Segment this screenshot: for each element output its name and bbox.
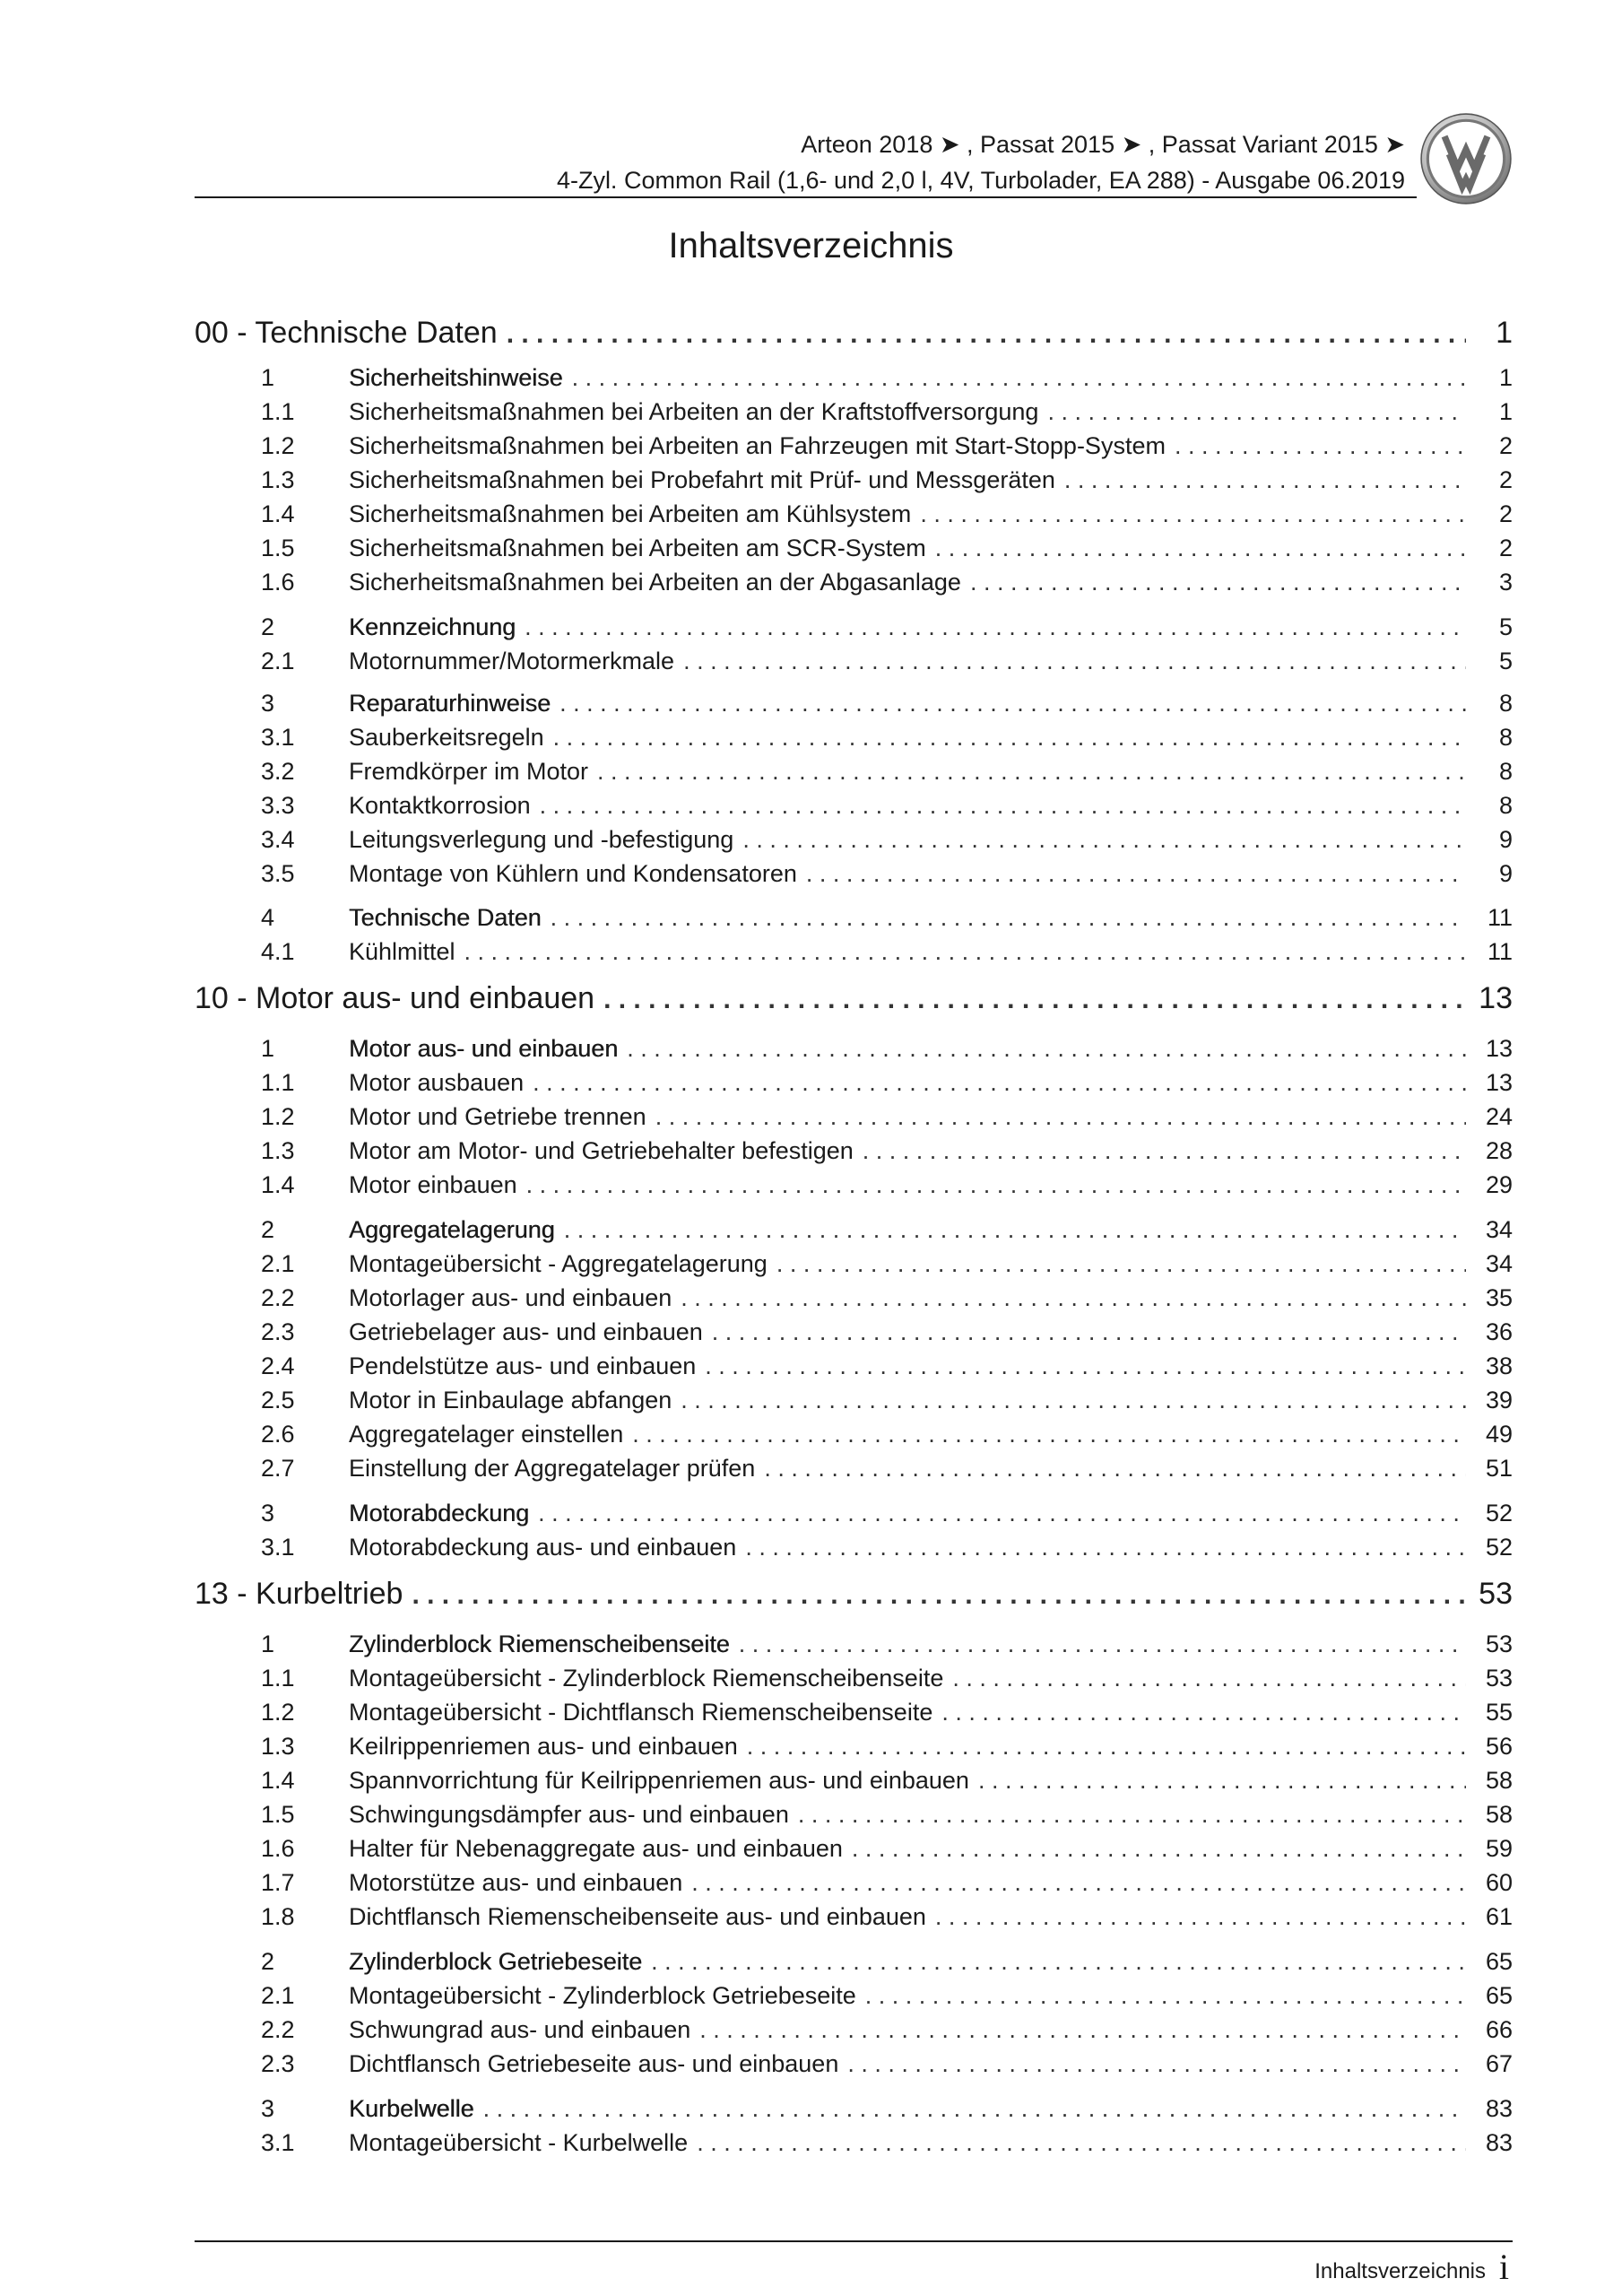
toc-entry-number: 1.2 [261,1699,295,1726]
toc-entry-line [349,860,1513,888]
toc-entry-number: 1.7 [261,1869,295,1896]
toc-page-number: 1 [1498,364,1513,391]
toc-page-number: 11 [1487,904,1513,931]
toc-dot-leader [798,1801,1466,1829]
toc-page-number: 51 [1485,1455,1513,1482]
toc-entry-line [349,432,1513,460]
toc-dot-leader [920,500,1466,528]
toc-page-number: 13 [1485,1069,1513,1096]
toc-dot-leader [540,792,1466,820]
toc-page-number: 8 [1498,690,1513,717]
vw-logo-icon [1419,112,1513,205]
toc-dot-leader [538,1500,1466,1527]
toc-entry-number: 3.4 [261,826,295,853]
toc-entry-number: 2.4 [261,1352,295,1379]
toc-entry-number: 1.2 [261,432,295,459]
toc-entry-title: Motor am Motor- und Getriebehalter befestigen [349,1137,854,1164]
toc-entry-line [349,1137,1513,1165]
toc-entry-line [349,1103,1513,1131]
toc-entry-number: 1.4 [261,500,295,527]
toc-entry-line [349,1500,1513,1527]
toc-entry-title: Halter für Nebenaggregate aus- und einbauen [349,1835,843,1862]
toc-entry-number: 3.5 [261,860,295,887]
toc-dot-leader [1064,466,1466,494]
toc-dot-leader [681,1284,1466,1312]
toc-page-number: 2 [1498,535,1513,561]
toc-entry-title: Motornummer/Motormerkmale [349,648,675,674]
toc-entry-line [349,500,1513,528]
toc-entry-title: Leitungsverlegung und -befestigung [349,826,734,853]
toc-page-number: 55 [1485,1699,1513,1726]
toc-dot-leader [742,826,1466,854]
toc-dot-leader [739,1631,1466,1658]
toc-entry-title: Dichtflansch Getriebeseite aus- und einbauen [349,2050,839,2077]
toc-entry-line [349,613,1513,641]
toc-entry-number: 1.1 [261,1069,295,1096]
toc-dot-leader [865,1982,1466,2010]
toc-page-number: 3 [1498,569,1513,596]
toc-entry-line [349,1250,1513,1278]
toc-entry-number: 1.3 [261,1733,295,1760]
toc-entry-number: 4.1 [261,938,295,965]
toc-entry-title: Motorabdeckung aus- und einbauen [349,1534,737,1561]
toc-dot-leader [691,1869,1466,1897]
toc-entry-title: Spannvorrichtung für Keilrippenriemen aus- und einbauen [349,1767,969,1794]
toc-entry-title: Montageübersicht - Zylinderblock Getriebeseite [349,1982,856,2009]
toc-page-number: 52 [1485,1534,1513,1561]
toc-dot-leader [533,1069,1466,1097]
toc-dot-leader [483,2095,1466,2123]
toc-dot-leader [852,1835,1466,1863]
toc-entry-number: 1.3 [261,1137,295,1164]
toc-page-number: 8 [1498,792,1513,819]
toc-dot-leader [412,1580,1466,1611]
toc-entry-number: 1.5 [261,535,295,561]
toc-entry-title: Motorabdeckung [349,1500,530,1526]
toc-entry-title: Aggregatelager einstellen [349,1421,624,1448]
toc-entry-title: Dichtflansch Riemenscheibenseite aus- und einbauen [349,1903,926,1930]
toc-entry-title: Aggregatelagerung [349,1216,555,1243]
toc-dot-leader [978,1767,1466,1795]
toc-dot-leader [697,2129,1466,2157]
toc-page-number: 53 [1485,1631,1513,1657]
toc-dot-leader [712,1318,1466,1346]
toc-dot-leader [776,1250,1466,1278]
toc-entry-title: Sicherheitsmaßnahmen bei Arbeiten an Fahrzeugen mit Start-Stopp-System [349,432,1166,459]
toc-page-number: 2 [1498,500,1513,527]
toc-page-number: 56 [1485,1733,1513,1760]
toc-entry-line [349,1421,1513,1448]
toc-dot-leader [806,860,1466,888]
toc-dot-leader [705,1352,1466,1380]
toc-entry-line [349,690,1513,718]
toc-page-number: 1 [1498,398,1513,425]
toc-entry-line [349,1035,1513,1063]
toc-entry-line [349,1171,1513,1199]
toc-entry-title: Kurbelwelle [349,2095,474,2122]
toc-entry-title: Schwungrad aus- und einbauen [349,2016,691,2043]
toc-entry-number: 3 [261,1500,275,1526]
footer-divider [195,2240,1513,2242]
toc-entry-number: 2.2 [261,2016,295,2043]
toc-dot-leader [681,1387,1466,1414]
toc-entry-line [349,792,1513,820]
toc-entry-title: Motor ausbauen [349,1069,525,1096]
toc-entry-line [349,1948,1513,1976]
toc-entry-title: Kontaktkorrosion [349,792,531,819]
toc-entry-line [349,724,1513,752]
toc-entry-line [349,1767,1513,1795]
toc-dot-leader [1175,432,1466,460]
toc-entry-title: 13 - Kurbeltrieb [195,1577,403,1611]
toc-entry-number: 3.3 [261,792,295,819]
toc-entry-title: Montageübersicht - Zylinderblock Riemenscheibenseite [349,1665,944,1692]
toc-page-number: 67 [1485,2050,1513,2077]
toc-dot-leader [559,690,1466,718]
toc-page-number: 83 [1485,2095,1513,2122]
toc-entry-number: 1.4 [261,1171,295,1198]
toc-entry-number: 3 [261,2095,275,2122]
toc-page-number: 58 [1485,1801,1513,1828]
header-vehicle-line: Arteon 2018 ➤ , Passat 2015 ➤ , Passat Variant 2015 ➤ [801,131,1405,158]
toc-entry-number: 1.5 [261,1801,295,1828]
toc-entry-title: 00 - Technische Daten [195,316,498,350]
toc-entry-line [349,1869,1513,1897]
toc-entry-number: 1.4 [261,1767,295,1794]
toc-entry-number: 1 [261,1631,275,1657]
toc-entry-line [349,2016,1513,2044]
toc-entry-line [349,758,1513,786]
toc-entry-title: Sauberkeitsregeln [349,724,544,751]
header-engine-line: 4-Zyl. Common Rail (1,6- und 2,0 l, 4V, Turbolader, EA 288) - Ausgabe 06.2019 [556,167,1405,194]
toc-dot-leader [464,938,1466,966]
toc-page-number: 9 [1498,860,1513,887]
toc-entry-line [349,1903,1513,1931]
toc-page-number: 9 [1498,826,1513,853]
toc-entry-line [349,1069,1513,1097]
toc-page-number: 36 [1485,1318,1513,1345]
toc-dot-leader [603,985,1466,1015]
toc-entry-number: 2 [261,613,275,640]
toc-entry-line [195,981,1513,1016]
toc-entry-title: 10 - Motor aus- und einbauen [195,981,595,1015]
toc-entry-line [195,1577,1513,1612]
toc-entry-line [349,2050,1513,2078]
toc-entry-line [349,1216,1513,1244]
toc-entry-number: 2.1 [261,1250,295,1277]
toc-entry-title: Reparaturhinweise [349,690,551,717]
toc-entry-line [349,2129,1513,2157]
toc-dot-leader [952,1665,1466,1692]
toc-entry-title: Motorlager aus- und einbauen [349,1284,672,1311]
toc-entry-line [349,904,1513,932]
toc-entry-line [349,2095,1513,2123]
toc-entry-line [195,316,1513,351]
toc-page-number: 13 [1485,1035,1513,1062]
toc-page-number: 29 [1485,1171,1513,1198]
toc-entry-title: Zylinderblock Riemenscheibenseite [349,1631,730,1657]
toc-dot-leader [683,648,1466,675]
toc-entry-line [349,1534,1513,1561]
toc-entry-title: Montageübersicht - Aggregatelagerung [349,1250,768,1277]
toc-dot-leader [863,1137,1466,1165]
toc-page-number: 28 [1485,1137,1513,1164]
toc-page-number: 65 [1485,1948,1513,1975]
toc-dot-leader [935,535,1466,562]
toc-entry-line [349,569,1513,596]
toc-page-number: 38 [1485,1352,1513,1379]
toc-entry-line [349,1835,1513,1863]
toc-page-number: 34 [1485,1216,1513,1243]
footer-label: Inhaltsverzeichnis [1314,2259,1486,2283]
toc-entry-number: 1 [261,1035,275,1062]
toc-entry-number: 1.1 [261,398,295,425]
toc-entry-title: Einstellung der Aggregatelager prüfen [349,1455,756,1482]
toc-entry-line [349,398,1513,426]
toc-dot-leader [747,1733,1466,1761]
toc-entry-number: 2.3 [261,1318,295,1345]
toc-entry-title: Schwingungsdämpfer aus- und einbauen [349,1801,789,1828]
toc-dot-leader [1047,398,1466,426]
toc-page-number: 53 [1479,1577,1513,1611]
toc-entry-number: 2.1 [261,648,295,674]
toc-entry-title: Sicherheitshinweise [349,364,563,391]
toc-entry-number: 3.1 [261,724,295,751]
toc-entry-title: Motor und Getriebe trennen [349,1103,646,1130]
toc-entry-line [349,1665,1513,1692]
toc-page-number: 49 [1485,1421,1513,1448]
toc-entry-title: Fremdkörper im Motor [349,758,589,785]
toc-entry-title: Motor aus- und einbauen [349,1035,619,1062]
toc-entry-title: Pendelstütze aus- und einbauen [349,1352,697,1379]
toc-entry-number: 2.1 [261,1982,295,2009]
toc-entry-title: Getriebelager aus- und einbauen [349,1318,703,1345]
toc-dot-leader [745,1534,1466,1561]
header-divider [195,196,1417,198]
toc-entry-title: Sicherheitsmaßnahmen bei Arbeiten am Kühlsystem [349,500,912,527]
toc-entry-line [349,648,1513,675]
page-title: Inhaltsverzeichnis [668,226,954,265]
toc-page-number: 58 [1485,1767,1513,1794]
toc-dot-leader [564,1216,1466,1244]
toc-page-number: 35 [1485,1284,1513,1311]
toc-page-number: 60 [1485,1869,1513,1896]
toc-entry-number: 2 [261,1216,275,1243]
toc-entry-title: Montageübersicht - Dichtflansch Riemenscheibenseite [349,1699,933,1726]
toc-dot-leader [553,724,1466,752]
toc-page-number: 66 [1485,2016,1513,2043]
toc-entry-line [349,364,1513,392]
toc-entry-number: 1.1 [261,1665,295,1692]
toc-entry-line [349,1631,1513,1658]
toc-entry-number: 3 [261,690,275,717]
toc-page-number: 8 [1498,724,1513,751]
toc-entry-number: 3.1 [261,2129,295,2156]
toc-entry-line [349,826,1513,854]
toc-entry-number: 1.6 [261,1835,295,1862]
toc-entry-title: Montageübersicht - Kurbelwelle [349,2129,689,2156]
toc-dot-leader [935,1903,1466,1931]
toc-dot-leader [699,2016,1466,2044]
toc-dot-leader [526,1171,1466,1199]
toc-dot-leader [551,904,1466,932]
toc-page-number: 59 [1485,1835,1513,1862]
toc-dot-leader [847,2050,1466,2078]
toc-entry-line [349,535,1513,562]
toc-page-number: 52 [1485,1500,1513,1526]
toc-entry-number: 2.2 [261,1284,295,1311]
toc-page-number: 8 [1498,758,1513,785]
toc-dot-leader [627,1035,1466,1063]
toc-entry-line [349,1284,1513,1312]
toc-entry-number: 2 [261,1948,275,1975]
toc-page-number: 24 [1485,1103,1513,1130]
toc-dot-leader [632,1421,1466,1448]
toc-entry-title: Sicherheitsmaßnahmen bei Arbeiten am SCR-System [349,535,926,561]
toc-entry-line [349,1387,1513,1414]
toc-entry-title: Motor in Einbaulage abfangen [349,1387,672,1413]
toc-entry-title: Motorstütze aus- und einbauen [349,1869,683,1896]
toc-page-number: 2 [1498,466,1513,493]
toc-entry-title: Kühlmittel [349,938,455,965]
toc-page-number: 5 [1498,613,1513,640]
toc-entry-line [349,1801,1513,1829]
footer-page-number: i [1498,2247,1509,2287]
toc-entry-line [349,938,1513,966]
toc-dot-leader [970,569,1466,596]
toc-dot-leader [651,1948,1466,1976]
toc-page-number: 5 [1498,648,1513,674]
toc-dot-leader [525,613,1466,641]
toc-page-number: 34 [1485,1250,1513,1277]
toc-dot-leader [655,1103,1466,1131]
toc-entry-title: Zylinderblock Getriebeseite [349,1948,643,1975]
toc-entry-title: Sicherheitsmaßnahmen bei Probefahrt mit Prüf- und Messgeräten [349,466,1055,493]
toc-entry-number: 1.2 [261,1103,295,1130]
toc-entry-number: 3.1 [261,1534,295,1561]
toc-entry-number: 2.6 [261,1421,295,1448]
toc-entry-number: 3.2 [261,758,295,785]
toc-entry-title: Kennzeichnung [349,613,516,640]
toc-page-number: 65 [1485,1982,1513,2009]
toc-entry-line [349,466,1513,494]
toc-entry-line [349,1352,1513,1380]
toc-page-number: 83 [1485,2129,1513,2156]
toc-entry-number: 2.3 [261,2050,295,2077]
toc-entry-line [349,1733,1513,1761]
toc-page-number: 11 [1487,938,1513,965]
toc-dot-leader [764,1455,1466,1483]
toc-entry-number: 1 [261,364,275,391]
toc-entry-title: Keilrippenriemen aus- und einbauen [349,1733,738,1760]
toc-dot-leader [507,319,1466,350]
toc-entry-number: 2.5 [261,1387,295,1413]
toc-page-number: 61 [1485,1903,1513,1930]
toc-page-number: 13 [1479,981,1513,1015]
toc-page-number: 53 [1485,1665,1513,1692]
toc-entry-line [349,1455,1513,1483]
toc-dot-leader [597,758,1466,786]
toc-entry-line [349,1982,1513,2010]
toc-page-number: 2 [1498,432,1513,459]
toc-dot-leader [572,364,1466,392]
toc-entry-line [349,1318,1513,1346]
toc-entry-title: Motor einbauen [349,1171,517,1198]
toc-entry-number: 1.6 [261,569,295,596]
toc-entry-title: Technische Daten [349,904,542,931]
toc-entry-number: 2.7 [261,1455,295,1482]
toc-entry-number: 4 [261,904,275,931]
toc-page-number: 1 [1496,316,1513,350]
toc-entry-title: Montage von Kühlern und Kondensatoren [349,860,797,887]
toc-dot-leader [941,1699,1466,1726]
toc-entry-title: Sicherheitsmaßnahmen bei Arbeiten an der Kraftstoffversorgung [349,398,1039,425]
toc-entry-number: 1.3 [261,466,295,493]
toc-entry-number: 1.8 [261,1903,295,1930]
toc-entry-title: Sicherheitsmaßnahmen bei Arbeiten an der Abgasanlage [349,569,961,596]
toc-page-number: 39 [1485,1387,1513,1413]
toc-entry-line [349,1699,1513,1726]
